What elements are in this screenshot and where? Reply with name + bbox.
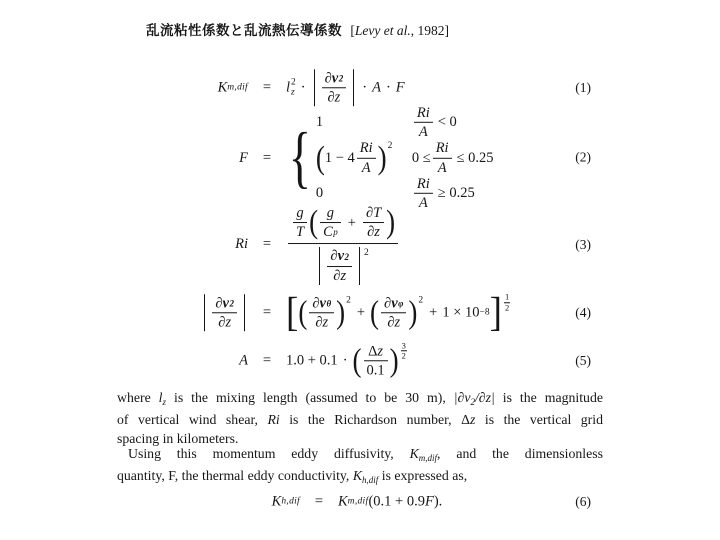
page-title [146,19,449,39]
close-bracket: ] [489,290,502,336]
epsilon-term: 1 × 10 [442,304,480,321]
squared-exponent: 2 [387,141,393,152]
dT-over-dz: $\frac{\partial T}{\partial z}$ [363,205,384,240]
eq6-paren-expr: (0.1 + 0.9 [368,493,425,510]
para2-line1: Using this momentum eddy diffusivity, $K_{m,dif}$, and the dimensionless [128,446,603,463]
open-paren: ( [352,342,362,379]
eq5-lhs [117,352,248,369]
squared-exponent: 2 [346,295,351,306]
open-paren: ( [309,204,319,241]
exponent-half: 1 2 [504,291,510,312]
equals-sign: = [262,79,272,96]
plus-sign: + [429,304,438,321]
ri-symbol: Ri [267,412,280,428]
open-paren: ( [298,294,308,331]
dvphi-over-dz: ∂v φ ∂z [381,295,406,330]
title-citation [350,23,449,38]
eq5-constants: 1.0 + 0.1 [286,352,338,369]
equals-sign: = [262,149,272,166]
g-over-Cp: g C p [320,205,341,240]
eq6-rhs [338,493,442,510]
eq3-Ri: Ri [235,236,248,253]
shear-magnitude [204,294,245,331]
equation-number: (3) [575,236,591,252]
power-neg8: −8 [479,307,490,318]
plus-sign: + [347,214,356,231]
richardson-fraction [288,205,398,285]
g-over-T: $\frac{g}{T}$ [293,205,307,240]
squared-exponent: 2 [364,248,369,259]
eq5-rhs [286,340,407,379]
close-paren: ) [336,294,346,331]
case-row-1: 1 $\frac{Ri}{A}$ < 0 [315,104,457,141]
ri-over-a: $\frac{Ri}{A}$ [433,140,452,175]
eq4-rhs [286,290,510,336]
delta-symbol: Δ [461,412,470,428]
eq6-F: F [424,493,434,510]
equals-sign: = [262,236,272,253]
equation-2 [117,105,591,211]
Khdif-symbol: K [352,468,363,484]
citation-year: , 1982] [410,23,449,38]
exponent-three-halves: 3 2 [401,340,406,361]
open-paren: ( [370,294,380,331]
eq1-shear-magnitude [314,69,355,106]
eq1-mixing-length: l [286,79,291,96]
ri-over-a: $\frac{Ri}{A}$ [357,140,376,175]
body-paragraph-2 [117,445,603,490]
equation-number: (4) [575,304,591,320]
cases-brace: { [288,118,312,196]
equation-number: (2) [575,149,591,165]
dvtheta-over-dz: ∂v θ ∂z [309,295,334,330]
close-paren: ) [408,294,418,331]
shear-magnitude [319,248,360,285]
case-row-2: ( 1 − 4 $\frac{Ri}{A}$ ) 2 0 ≤ $\frac{Ri}{A}$ ≤ 0.25 [315,139,494,176]
plus-sign: + [356,304,366,321]
eq6-close: ). [433,493,443,510]
eq2-F: F [239,149,248,166]
shear-fraction: ∂v 2 ∂z [322,70,347,105]
equals-sign: = [262,352,272,369]
equation-number: (1) [575,79,591,95]
cdot: · [342,352,348,369]
shear-fraction: ∂v 2 ∂z [212,295,237,330]
close-paren: ) [389,342,399,379]
ri-over-a: $\frac{Ri}{A}$ [414,105,433,140]
eq1-F: F [395,79,405,96]
case-rows [316,105,497,211]
equation-3 [117,205,591,285]
shear-fraction: ∂v 2 ∂z [327,249,352,284]
eq1-lhs [117,79,248,96]
para1-line1: where $l_z$ is the mixing length (assumed to be 30 m), $|\partial v_2/\partial z|$ is the magnitude [117,390,603,407]
equation-5 [117,340,591,379]
eq1-K-subscript: m,dif [227,82,248,93]
para1-line2: of vertical wind shear, Ri is the Richardson number, Δz is the vertical grid [117,412,603,428]
eq6-Km-subscript: m,dif [347,496,369,507]
case-row-3: 0 $\frac{Ri}{A}$ ≥ 0.25 [315,175,475,211]
eq3-rhs [286,205,400,285]
citation-open-bracket: [ [350,23,355,38]
eq6-Km: K [338,493,348,510]
close-paren: ) [377,139,387,176]
cdot: · [385,79,391,96]
shear-inline: |∂v [453,390,471,405]
eq6-K-subscript: h,dif [281,496,300,507]
open-bracket: [ [286,290,299,336]
eq1-rhs [286,69,405,106]
eq4-lhs [117,294,248,331]
lz-symbol: l [158,390,163,405]
open-paren: ( [315,139,325,176]
equation-6 [117,493,591,510]
eq1-A: A [372,79,381,96]
eq2-lhs [117,149,248,166]
para1-line3: spacing in kilometers. [117,430,239,446]
ri-over-a: $\frac{Ri}{A}$ [414,176,433,211]
cases-block [286,105,497,211]
equation-number: (5) [575,352,591,368]
eq5-A: A [239,352,248,369]
Kmdif-symbol: K [409,446,419,461]
title-japanese: 乱流粘性係数と乱流熱伝導係数 [146,23,342,39]
cdot: · [362,79,368,96]
para2-line2: quantity, F, the thermal eddy conductivity, $K_{h,dif}$ is expressed as, [117,468,468,486]
eq1-l-supsub: 2 z [291,77,296,97]
equation-4 [117,290,591,336]
squared-exponent: 2 [418,295,424,306]
equals-sign: = [314,493,324,510]
equals-sign: = [262,304,272,321]
eq6-lhs [117,493,300,510]
body-paragraph-1 [117,389,603,448]
citation-authors: Levy et al. [354,23,411,38]
eq2-rhs [286,105,497,211]
eq6-K: K [271,493,282,510]
close-paren: ) [386,204,396,241]
cdot: · [300,79,306,96]
equation-1 [117,69,591,106]
dz-over-01: Δ z 0.1 [364,343,388,378]
eq3-lhs [117,236,248,253]
equation-number: (6) [575,493,591,509]
eq1-K: K [217,79,228,96]
